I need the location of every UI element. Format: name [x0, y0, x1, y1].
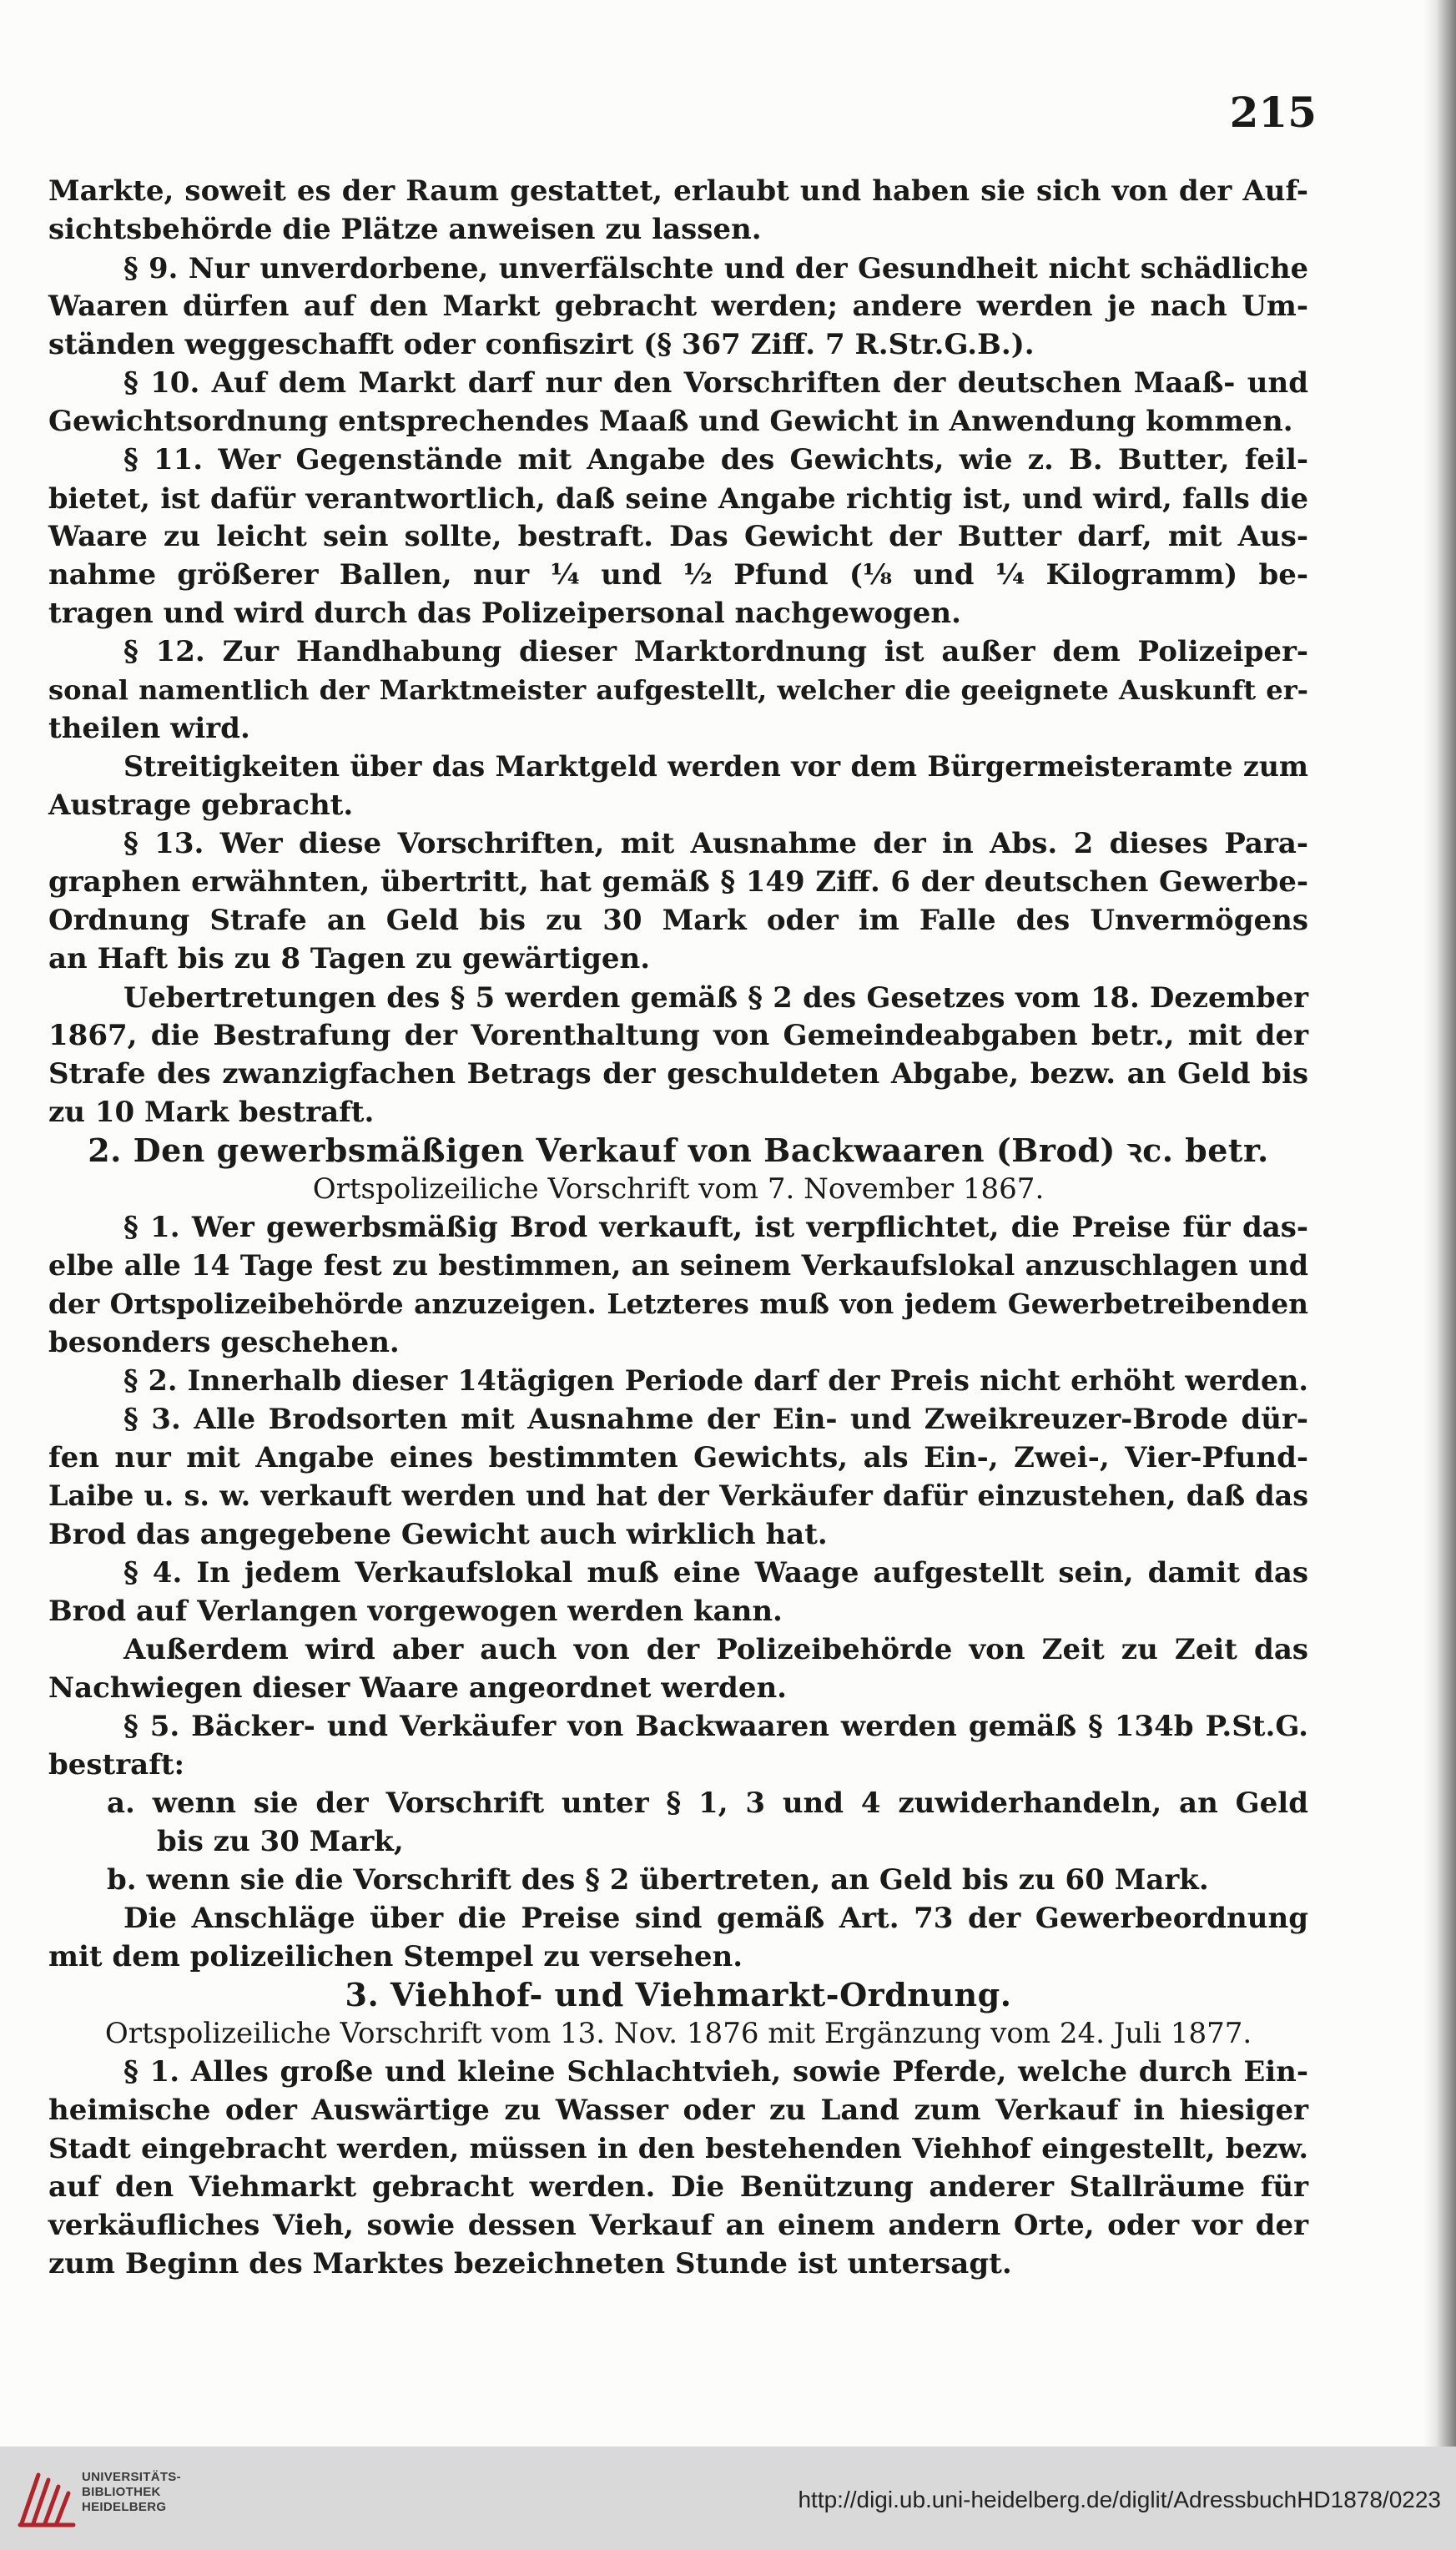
text-line: § 4. In jedem Verkaufslokal muß eine Waage aufgestellt sein, damit das — [123, 1556, 1308, 1590]
source-url-link[interactable]: http://digi.ub.uni-heidelberg.de/diglit/AdressbuchHD1878/0223 — [798, 2487, 1441, 2512]
text-line: ständen weggeschafft oder confiszirt (§ 367 Ziff. 7 R.Str.G.B.). — [48, 328, 1035, 361]
text-line: Austrage gebracht. — [48, 789, 354, 822]
text-line: 1867, die Bestrafung der Vorenthaltung von Gemeindeabgaben betr., mit der — [48, 1019, 1308, 1052]
text-line: der Ortspolizeibehörde anzuzeigen. Letzteres muß von jedem Gewerbetreibenden — [48, 1288, 1308, 1320]
text-line: theilen wird. — [48, 712, 250, 745]
text-line: Uebertretungen des § 5 werden gemäß § 2 des Gesetzes vom 18. Dezember — [123, 980, 1308, 1014]
text-line: a. wenn sie der Vorschrift unter § 1, 3 und 4 zuwiderhandeln, an Geld — [107, 1787, 1308, 1820]
text-line: Brod das angegebene Gewicht auch wirklich hat. — [48, 1518, 828, 1551]
text-line: sonal namentlich der Marktmeister aufgestellt, welcher die geeignete Auskunft er- — [48, 674, 1308, 706]
text-line: graphen erwähnten, übertritt, hat gemäß § 149 Ziff. 6 der deutschen Gewerbe- — [48, 865, 1308, 899]
text-line: Gewichtsordnung entsprechendes Maaß und Gewicht in Anwendung kommen. — [48, 405, 1293, 438]
text-line: § 2. Innerhalb dieser 14tägigen Periode darf der Preis nicht erhöht werden. — [123, 1364, 1308, 1397]
text-line: bis zu 30 Mark, — [157, 1825, 404, 1858]
section-heading: 3. Viehhof- und Viehmarkt-Ordnung. — [345, 1976, 1012, 2013]
text-line: elbe alle 14 Tage fest zu bestimmen, an seinem Verkaufslokal anzuschlagen und — [48, 1249, 1308, 1282]
text-line: § 1. Alles große und kleine Schlachtvieh, sowie Pferde, welche durch Ein- — [123, 2055, 1308, 2089]
text-line: Markte, soweit es der Raum gestattet, erlaubt und haben sie sich von der Auf- — [48, 174, 1308, 208]
library-name-line-3: HEIDELBERG — [82, 2500, 167, 2514]
text-line: an Haft bis zu 8 Tagen zu gewärtigen. — [48, 942, 651, 975]
page-edge-shadow — [1423, 0, 1456, 2447]
section-subheading: Ortspolizeiliche Vorschrift vom 13. Nov. 1876 mit Ergänzung vom 24. Juli 1877. — [104, 2017, 1252, 2050]
section-subheading: Ortspolizeiliche Vorschrift vom 7. November 1867. — [312, 1172, 1045, 1206]
text-line: nahme größerer Ballen, nur ¼ und ½ Pfund (⅛ und ¼ Kilogramm) be- — [48, 558, 1308, 592]
text-line: bietet, ist dafür verantwortlich, daß seine Angabe richtig ist, und wird, falls die — [48, 481, 1308, 515]
text-line: besonders geschehen. — [48, 1326, 400, 1359]
text-line: § 5. Bäcker- und Verkäufer von Backwaaren werden gemäß § 134b P.St.G. — [123, 1710, 1308, 1743]
text-line: § 10. Auf dem Markt darf nur den Vorschriften der deutschen Maaß- und — [123, 366, 1308, 400]
text-line: § 3. Alle Brodsorten mit Ausnahme der Ein- und Zweikreuzer-Brode dür- — [123, 1403, 1308, 1436]
text-line: Stadt eingebracht werden, müssen in den bestehenden Viehhof eingestellt, bezw. — [48, 2132, 1308, 2164]
page-number: 215 — [1229, 88, 1317, 137]
text-line: tragen und wird durch das Polizeipersonal nachgewogen. — [48, 597, 961, 630]
text-line: auf den Viehmarkt gebracht werden. Die Benützung anderer Stallräume für — [48, 2170, 1308, 2204]
text-line: zum Beginn des Marktes bezeichneten Stunde ist untersagt. — [48, 2247, 1012, 2280]
library-name — [82, 2470, 299, 2515]
library-name-line-1: UNIVERSITÄTS- — [82, 2470, 181, 2484]
text-line: Streitigkeiten über das Marktgeld werden vor dem Bürgermeisteramte zum — [123, 750, 1308, 783]
text-line: § 1. Wer gewerbsmäßig Brod verkauft, ist verpflichtet, die Preise für das- — [123, 1211, 1308, 1244]
text-line: heimische oder Auswärtige zu Wasser oder zu Land zum Verkauf in hiesiger — [48, 2094, 1308, 2127]
text-line: mit dem polizeilichen Stempel zu versehen. — [48, 1940, 743, 1973]
body-text — [48, 172, 1308, 2283]
text-line: § 9. Nur unverdorbene, unverfälschte und der Gesundheit nicht schädliche — [123, 251, 1308, 285]
text-line: § 12. Zur Handhabung dieser Marktordnung ist außer dem Polizeiper- — [123, 635, 1308, 668]
text-line: Waare zu leicht sein sollte, bestraft. Das Gewicht der Butter darf, mit Aus- — [48, 520, 1308, 553]
text-line: fen nur mit Angabe eines bestimmten Gewichts, als Ein-, Zwei-, Vier-Pfund- — [48, 1441, 1308, 1474]
text-line: Waaren dürfen auf den Markt gebracht werden; andere werden je nach Um- — [48, 290, 1308, 323]
text-line: verkäufliches Vieh, sowie dessen Verkauf an einem andern Orte, oder vor der — [48, 2209, 1308, 2242]
university-library-logo-icon — [13, 2465, 80, 2532]
library-name-line-2: BIBLIOTHEK — [82, 2485, 161, 2499]
viewer-footer — [0, 2447, 1456, 2550]
text-line: Strafe des zwanzigfachen Betrags der geschuldeten Abgabe, bezw. an Geld bis — [48, 1057, 1308, 1091]
text-line: Brod auf Verlangen vorgewogen werden kann. — [48, 1595, 783, 1628]
text-line: bestraft: — [48, 1748, 185, 1781]
text-line: § 11. Wer Gegenstände mit Angabe des Gewichts, wie z. B. Butter, feil- — [123, 443, 1308, 476]
section-heading: 2. Den gewerbsmäßigen Verkauf von Backwaaren (Brod) ꝛc. betr. — [88, 1131, 1269, 1169]
text-line: Außerdem wird aber auch von der Polizeibehörde von Zeit zu Zeit das — [123, 1633, 1308, 1666]
text-line: zu 10 Mark bestraft. — [48, 1096, 375, 1129]
text-line: b. wenn sie die Vorschrift des § 2 übertreten, an Geld bis zu 60 Mark. — [107, 1863, 1209, 1897]
text-line: Nachwiegen dieser Waare angeordnet werden. — [48, 1671, 788, 1705]
text-line: § 13. Wer diese Vorschriften, mit Ausnahme der in Abs. 2 dieses Para- — [123, 827, 1308, 860]
text-line: Die Anschläge über die Preise sind gemäß Art. 73 der Gewerbeordnung — [123, 1902, 1308, 1935]
text-line: Laibe u. s. w. verkauft werden und hat der Verkäufer dafür einzustehen, daß das — [48, 1479, 1308, 1512]
text-line: sichtsbehörde die Plätze anweisen zu lassen. — [48, 213, 762, 246]
text-line: Ordnung Strafe an Geld bis zu 30 Mark oder im Falle des Unvermögens — [48, 904, 1308, 937]
